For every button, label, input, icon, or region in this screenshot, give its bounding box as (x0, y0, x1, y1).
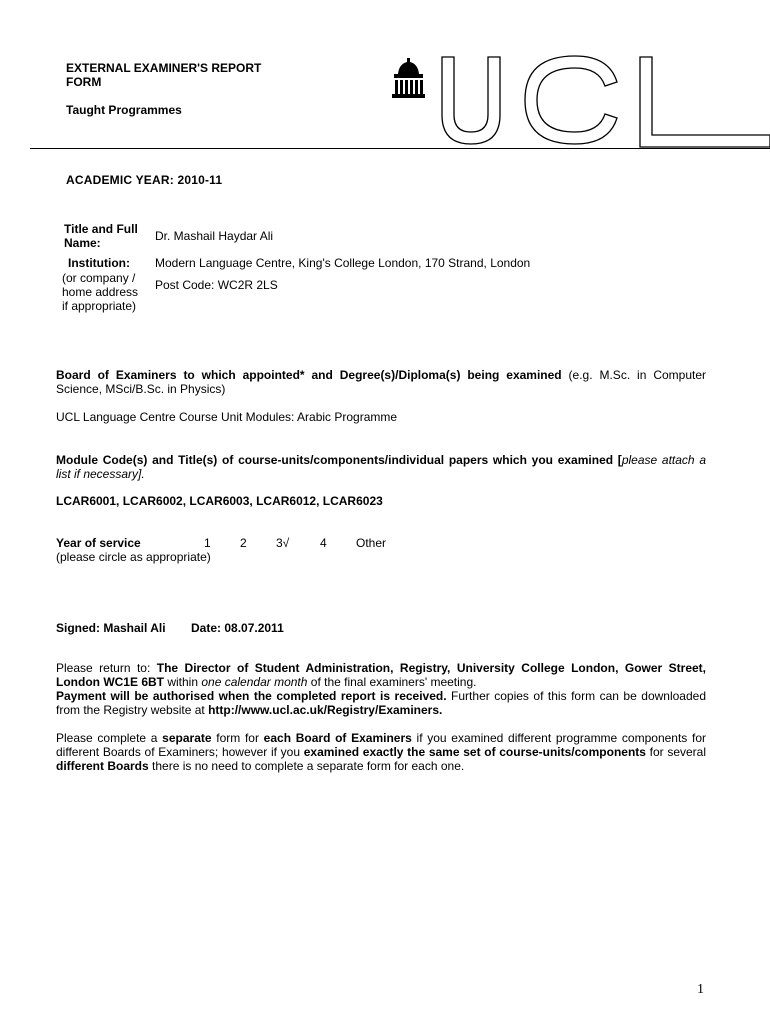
postcode-value: Post Code: WC2R 2LS (155, 278, 278, 292)
payment-paragraph (56, 689, 706, 717)
institution-value: Modern Language Centre, King's College London, 170 Strand, London (155, 256, 531, 270)
form-title: EXTERNAL EXAMINER'S REPORT FORM (66, 61, 262, 89)
sep-e: if you examined different programme components for different Boards of Examiners; however if you (56, 731, 707, 759)
service-label: Year of service (56, 536, 141, 550)
service-option-2: 2 (240, 536, 247, 550)
form-subtitle: Taught Programmes (66, 103, 182, 117)
return-text-c: within (164, 675, 202, 689)
board-value: UCL Language Centre Course Unit Modules: Arabic Programme (56, 410, 398, 424)
logo-letter-u (442, 57, 500, 144)
institution-label: Institution: (68, 256, 130, 270)
sep-h: different Boards (56, 759, 149, 773)
board-heading (56, 368, 706, 396)
academic-year: ACADEMIC YEAR: 2010-11 (66, 173, 223, 187)
sep-d: each Board of Examiners (263, 731, 412, 745)
modules-heading (56, 453, 706, 481)
name-label: Title and Full Name: (64, 222, 138, 250)
service-option-other: Other (356, 536, 387, 550)
portico-emblem (392, 58, 425, 98)
separate-form-paragraph (56, 731, 706, 773)
sep-g: for several (645, 745, 707, 759)
sep-f: examined exactly the same set of course-units/components (303, 745, 646, 759)
modules-value: LCAR6001, LCAR6002, LCAR6003, LCAR6012, LCAR6023 (56, 494, 383, 508)
sep-a: Please complete a (56, 731, 163, 745)
logo-letter-c (525, 56, 617, 144)
return-deadline: one calendar month (201, 675, 308, 689)
service-option-1: 1 (204, 536, 211, 550)
logo-letter-l (640, 57, 770, 147)
header-divider (30, 148, 770, 149)
name-value: Dr. Mashail Haydar Ali (155, 229, 274, 243)
sep-b: separate (162, 731, 212, 745)
return-address: The Director of Student Administration, Registry, University College London, Gower Street, London WC1E 6BT (56, 661, 707, 689)
modules-heading-note: please attach a list if necessary]. (56, 453, 706, 481)
copies-text: Further copies of this form can be downloaded from the Registry website at (56, 689, 706, 717)
registry-link[interactable]: http://www.ucl.ac.uk/Registry/Examiners. (208, 703, 443, 717)
modules-heading-text: Module Code(s) and Title(s) of course-units/components/individual papers which you examined [ (56, 453, 622, 467)
board-heading-note: (e.g. M.Sc. in Computer Science, MSci/B.Sc. in Physics) (56, 368, 707, 396)
page-number: 1 (697, 982, 704, 997)
sep-i: there is no need to complete a separate form for each one. (148, 759, 465, 773)
signed-text: Signed: Mashail Ali (56, 621, 166, 635)
service-option-4: 4 (320, 536, 327, 550)
return-paragraph (56, 661, 706, 689)
date-text: Date: 08.07.2011 (191, 621, 284, 635)
service-option-3: 3√ (276, 536, 290, 550)
return-text-a: Please return to: (56, 661, 157, 675)
payment-text: Payment will be authorised when the completed report is received. (56, 689, 447, 703)
institution-note: (or company / home address if appropriate) (62, 271, 139, 313)
ucl-logo-graphic (385, 52, 770, 152)
board-heading-text: Board of Examiners to which appointed* and Degree(s)/Diploma(s) being examined (56, 368, 562, 382)
return-text-e: of the final examiners' meeting. (307, 675, 477, 689)
ucl-logo (385, 52, 770, 155)
sep-c: form for (211, 731, 264, 745)
service-note: (please circle as appropriate) (56, 550, 211, 564)
